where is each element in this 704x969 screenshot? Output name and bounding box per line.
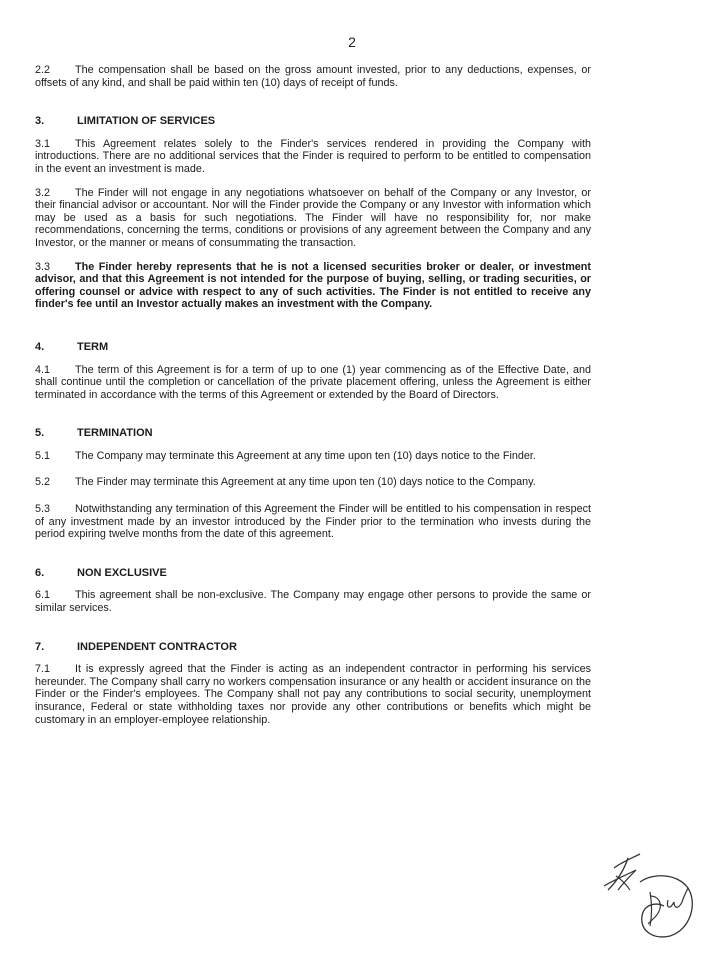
clause-number: 5.1 xyxy=(35,449,51,462)
clause-text: Notwithstanding any termination of this Agreement the Finder will be entitled to his compensation in respect of any investment made by an investor introduced by the Finder prior to the termination who invests during the period expiring twelve months from the date of this agreement. xyxy=(35,503,591,541)
clause-text: The term of this Agreement is for a term of up to one (1) year commencing as of the Effective Date, and shall continue until the completion or cancellation of the private placement offering, unless the Agreement is either terminated in accordance with the terms of this Agreement or extended by the Board of Directors. xyxy=(35,363,591,401)
clause-number: 6.1 xyxy=(35,589,51,602)
clause-5-2 xyxy=(35,476,591,489)
section-number: 3. xyxy=(35,115,45,128)
section-heading-non-exclusive xyxy=(35,567,591,580)
clause-3-3 xyxy=(35,261,591,311)
page-number: 2 xyxy=(348,34,356,50)
section-heading-independent-contractor xyxy=(35,641,591,654)
clause-2-2 xyxy=(35,64,591,89)
clause-6-1 xyxy=(35,589,591,614)
clause-text: This Agreement relates solely to the Finder's services rendered in providing the Company with introductions. There are no additional services that the Finder is required to perform to be entitled to compensation in the event an investment is made. xyxy=(35,137,591,175)
clause-text: The compensation shall be based on the gross amount invested, prior to any deductions, expenses, or offsets of any kind, and shall be paid within ten (10) days of receipt of funds. xyxy=(35,64,591,89)
clause-text: The Company may terminate this Agreement at any time upon ten (10) days notice to the Finder. xyxy=(75,449,536,462)
clause-number: 3.3 xyxy=(35,260,51,273)
clause-number: 4.1 xyxy=(35,363,51,376)
clause-number: 7.1 xyxy=(35,663,51,676)
clause-number: 5.2 xyxy=(35,476,51,489)
clause-number: 3.2 xyxy=(35,186,51,199)
signature-initials xyxy=(594,846,704,946)
clause-number: 3.1 xyxy=(35,137,51,150)
clause-text: It is expressly agreed that the Finder is acting as an independent contractor in performing his services hereunder. The Company shall carry no workers compensation insurance or any health or accident insurance on the Finder or the Finder's employees. The Company shall not pay any contributions to social security, unemployment insurance, Federal or state withholding taxes nor provide any other contributions or benefits which might be customary in an employer-employee relationship. xyxy=(35,663,591,726)
section-heading-termination xyxy=(35,427,591,440)
section-number: 7. xyxy=(35,640,45,653)
clause-5-1 xyxy=(35,450,591,463)
section-number: 5. xyxy=(35,427,45,440)
section-title: TERM xyxy=(77,340,109,353)
clause-4-1 xyxy=(35,364,591,402)
clause-number: 5.3 xyxy=(35,503,51,516)
section-title: NON EXCLUSIVE xyxy=(77,566,167,579)
clause-7-1 xyxy=(35,663,591,726)
document-body xyxy=(35,64,591,737)
clause-text: This agreement shall be non-exclusive. The Company may engage other persons to provide the same or similar services. xyxy=(35,589,591,615)
clause-3-2 xyxy=(35,187,591,250)
clause-text: The Finder may terminate this Agreement at any time upon ten (10) days notice to the Company. xyxy=(75,476,536,489)
section-title: LIMITATION OF SERVICES xyxy=(77,115,216,128)
section-heading-limitation-of-services xyxy=(35,115,591,128)
clause-text: The Finder will not engage in any negotiations whatsoever on behalf of the Company or any Investor, or their financial advisor or accountant. Nor will the Finder provide the Company or any Investor with information which may be used as a basis for such negotiations. The Finder will have no responsibility for, nor make recommendations, concerning the terms, conditions or provisions of any agreement between the Company and any Investor, or the manner or means of consummating the transaction. xyxy=(35,186,591,249)
clause-text: The Finder hereby represents that he is not a licensed securities broker or dealer, or investment advisor, and that this Agreement is not intended for the purpose of buying, selling, or trading securities, or offering counsel or advice with respect to any of such activities. The Finder is not entitled to receive any finder's fee until an Investor actually makes an investment with the Company. xyxy=(35,260,591,311)
section-heading-term xyxy=(35,341,591,354)
clause-number: 2.2 xyxy=(35,64,51,76)
section-title: TERMINATION xyxy=(77,427,153,440)
clause-3-1 xyxy=(35,138,591,176)
section-number: 6. xyxy=(35,566,45,579)
section-title: INDEPENDENT CONTRACTOR xyxy=(77,640,237,653)
section-number: 4. xyxy=(35,340,45,353)
clause-5-3 xyxy=(35,503,591,541)
